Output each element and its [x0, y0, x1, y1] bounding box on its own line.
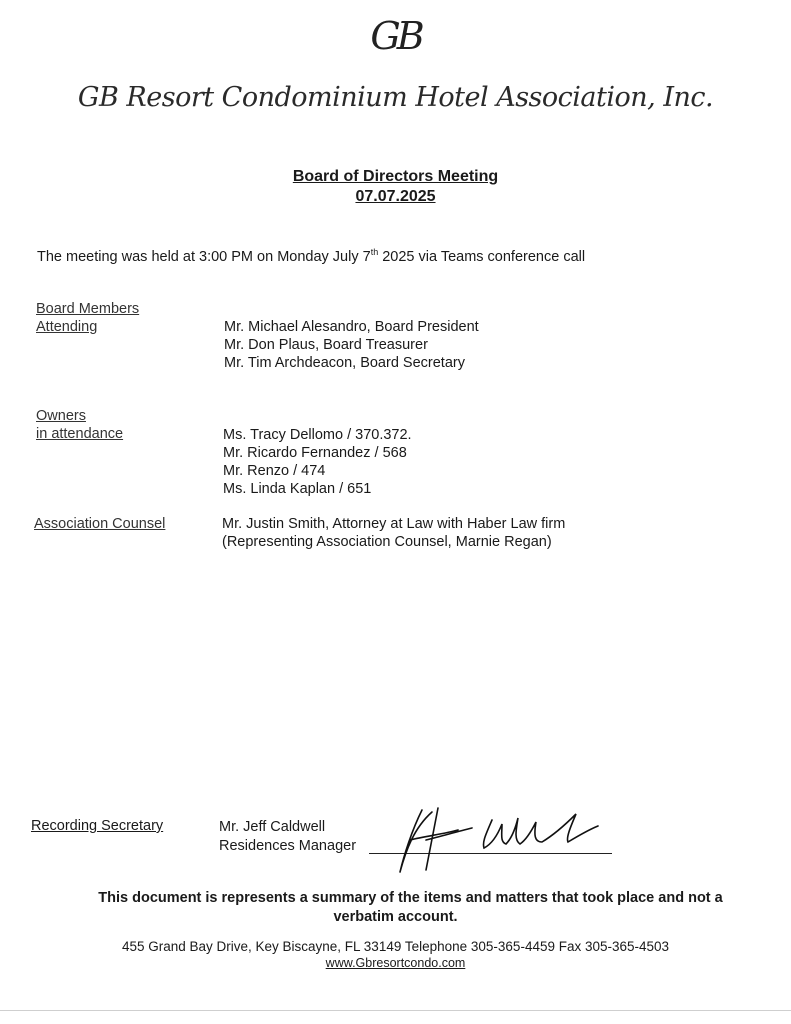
owners-label-line2: in attendance — [36, 426, 124, 442]
board-label-line2: Attending — [36, 319, 98, 335]
owners-label — [36, 407, 123, 443]
organization-name: GB Resort Condominium Hotel Association, Inc. — [77, 82, 714, 113]
disclaimer-line2: verbatim account. — [333, 909, 458, 925]
counsel-label — [34, 515, 165, 533]
list-item: Ms. Tracy Dellomo / 370.372. — [223, 427, 412, 443]
board-members-list — [224, 318, 479, 372]
list-item: Mr. Ricardo Fernandez / 568 — [223, 445, 407, 461]
intro-text-after: 2025 via Teams conference call — [378, 248, 586, 265]
recording-secretary-label: Recording Secretary — [31, 818, 164, 834]
website-link[interactable]: www.Gbresortcondo.com — [325, 956, 466, 970]
disclaimer-line1: This document is represents a summary of the items and matters that took place and not a — [98, 890, 723, 906]
board-label-line1: Board Members — [36, 301, 140, 317]
page-title — [0, 167, 791, 207]
logo-monogram: GB — [370, 14, 421, 58]
list-item: Mr. Renzo / 474 — [223, 463, 326, 479]
disclaimer — [0, 889, 791, 927]
list-item: Mr. Don Plaus, Board Treasurer — [224, 337, 428, 353]
intro-superscript: th — [370, 247, 379, 257]
owners-label-line1: Owners — [36, 408, 86, 424]
list-item: Mr. Tim Archdeacon, Board Secretary — [224, 355, 465, 371]
owners-list — [223, 426, 412, 498]
page-edge-divider — [0, 1010, 791, 1011]
list-item: Mr. Michael Alesandro, Board President — [224, 319, 479, 335]
secretary-name: Mr. Jeff Caldwell — [219, 819, 326, 835]
meeting-title: Board of Directors Meeting — [292, 168, 499, 185]
list-item: (Representing Association Counsel, Marnie Regan) — [222, 534, 552, 550]
meeting-date: 07.07.2025 — [355, 188, 436, 205]
signature-image — [392, 800, 602, 880]
list-item: Mr. Justin Smith, Attorney at Law with Haber Law firm — [222, 516, 566, 532]
recording-secretary-details — [219, 818, 356, 856]
counsel-label-text: Association Counsel — [34, 516, 166, 532]
list-item: Ms. Linda Kaplan / 651 — [223, 481, 372, 497]
footer-address: 455 Grand Bay Drive, Key Biscayne, FL 33149 Telephone 305-365-4459 Fax 305-365-4503 — [121, 939, 670, 954]
intro-text-before: The meeting was held at 3:00 PM on Monday July 7 — [37, 248, 371, 265]
secretary-role: Residences Manager — [219, 838, 357, 854]
board-members-label — [36, 300, 139, 336]
counsel-details — [222, 515, 565, 551]
footer — [0, 939, 791, 971]
intro-paragraph — [37, 247, 585, 265]
